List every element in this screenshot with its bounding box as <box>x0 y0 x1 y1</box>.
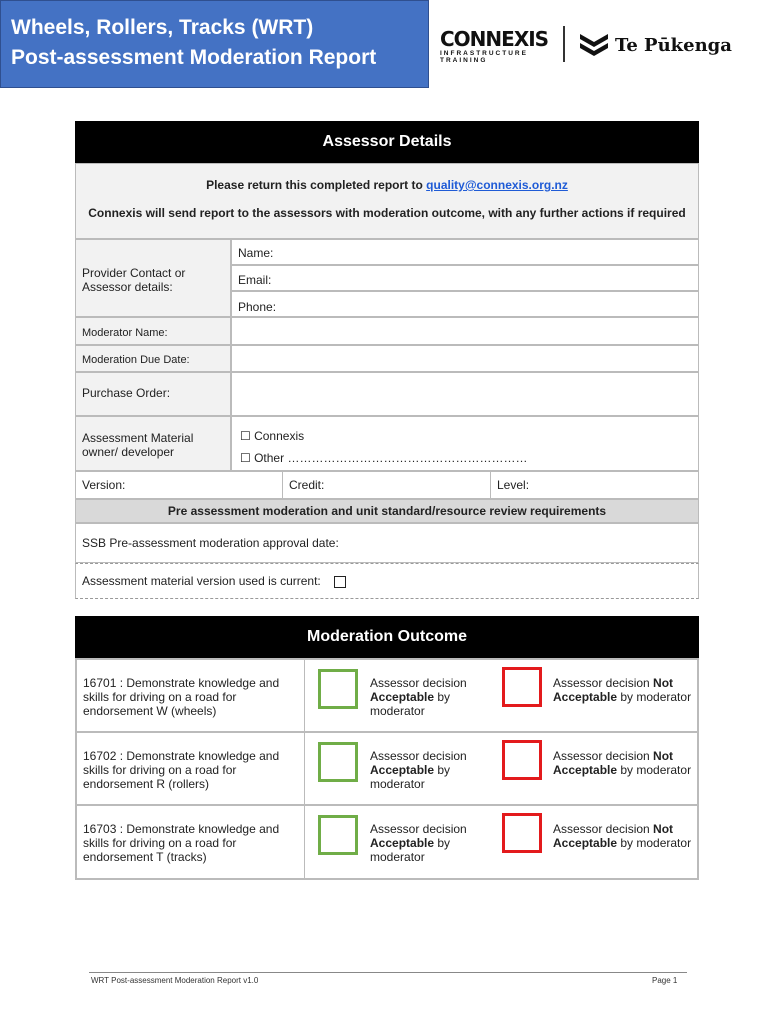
connexis-logo-subtext: INFRASTRUCTURE TRAINING <box>440 50 528 64</box>
acceptable-suffix: by moderator <box>370 836 451 864</box>
acceptable-text <box>370 822 490 864</box>
acceptable-prefix: Assessor decision <box>370 822 467 836</box>
title-line-1: Wheels, Rollers, Tracks (WRT) <box>11 16 314 39</box>
version-label: Version: <box>82 478 126 492</box>
acceptable-text <box>370 749 490 791</box>
purchase-order-field[interactable] <box>231 372 699 416</box>
acceptable-checkbox[interactable] <box>318 742 358 782</box>
level-label: Level: <box>497 478 530 492</box>
material-owner-label: Assessment Material owner/ developer <box>75 416 231 471</box>
acceptable-word: Acceptable <box>370 836 435 850</box>
moderation-notice: Connexis will send report to the assessors with moderation outcome, with any further actions if required <box>88 206 686 220</box>
not-acceptable-word: Acceptable <box>553 836 618 850</box>
tepukenga-logo-text: Te Pūkenga <box>615 34 732 56</box>
not-acceptable-checkbox[interactable] <box>502 667 542 707</box>
moderation-due-date-label: Moderation Due Date: <box>75 345 231 372</box>
not-acceptable-suffix: by moderator <box>617 763 692 777</box>
not-acceptable-text <box>553 676 693 704</box>
return-instruction <box>76 178 698 192</box>
column-divider <box>490 471 491 499</box>
acceptable-checkbox[interactable] <box>318 669 358 709</box>
quality-email-link[interactable]: quality@connexis.org.nz <box>426 178 568 192</box>
provider-label: Provider Contact or Assessor details: <box>75 239 231 317</box>
name-field[interactable] <box>231 239 699 265</box>
material-current-checkbox[interactable] <box>334 576 346 588</box>
not-acceptable-checkbox[interactable] <box>502 813 542 853</box>
not-word: Not <box>653 822 674 836</box>
return-notice-block <box>75 163 699 239</box>
unit-standard-description: 16701 : Demonstrate knowledge and skills for driving on a road for endorsement W (wheels) <box>77 660 305 733</box>
not-word: Not <box>653 676 674 690</box>
not-acceptable-prefix: Assessor decision <box>553 676 654 690</box>
not-acceptable-prefix: Assessor decision <box>553 749 654 763</box>
material-current-row <box>75 563 699 599</box>
not-acceptable-text <box>553 822 693 850</box>
email-label: Email: <box>238 273 272 287</box>
logo-divider <box>563 26 565 62</box>
name-label: Name: <box>238 246 274 260</box>
version-credit-level-row <box>75 471 699 499</box>
acceptable-prefix: Assessor decision <box>370 749 467 763</box>
not-acceptable-checkbox[interactable] <box>502 740 542 780</box>
acceptable-word: Acceptable <box>370 690 435 704</box>
material-owner-options <box>231 416 699 471</box>
footer-rule <box>89 972 687 973</box>
column-divider <box>282 471 283 499</box>
moderator-name-field[interactable] <box>231 317 699 345</box>
purchase-order-label: Purchase Order: <box>75 372 231 416</box>
material-current-label: Assessment material version used is current: <box>82 574 321 588</box>
owner-other-checkbox[interactable]: ☐ Other …………………………………………………… <box>240 451 528 465</box>
connexis-logo-text: CONNEXIS <box>440 27 549 51</box>
tepukenga-logo <box>579 28 739 62</box>
moderation-due-date-field[interactable] <box>231 345 699 372</box>
unit-standard-description: 16703 : Demonstrate knowledge and skills for driving on a road for endorsement T (tracks) <box>77 806 305 879</box>
acceptable-suffix: by moderator <box>370 763 451 791</box>
return-prefix: Please return this completed report to <box>206 178 427 192</box>
document-title <box>0 0 429 88</box>
acceptable-prefix: Assessor decision <box>370 676 467 690</box>
phone-field[interactable] <box>231 291 699 317</box>
moderator-name-label: Moderator Name: <box>75 317 231 345</box>
ssb-approval-date-label: SSB Pre-assessment moderation approval date: <box>82 536 339 550</box>
ssb-approval-date-field[interactable] <box>75 523 699 563</box>
footer-page-number: Page 1 <box>652 976 678 985</box>
connexis-logo <box>440 28 550 64</box>
acceptable-suffix: by moderator <box>370 690 451 718</box>
email-field[interactable] <box>231 265 699 291</box>
moderation-outcome-heading: Moderation Outcome <box>75 616 699 658</box>
acceptable-checkbox[interactable] <box>318 815 358 855</box>
acceptable-text <box>370 676 490 718</box>
pre-assessment-heading: Pre assessment moderation and unit standard/resource review requirements <box>75 499 699 523</box>
assessor-details-heading: Assessor Details <box>75 121 699 163</box>
not-acceptable-word: Acceptable <box>553 690 618 704</box>
not-acceptable-text <box>553 749 693 777</box>
not-acceptable-word: Acceptable <box>553 763 618 777</box>
not-acceptable-suffix: by moderator <box>617 836 692 850</box>
unit-standard-description: 16702 : Demonstrate knowledge and skills for driving on a road for endorsement R (rollers) <box>77 733 305 806</box>
not-word: Not <box>653 749 674 763</box>
title-line-2: Post-assessment Moderation Report <box>11 46 377 69</box>
owner-connexis-checkbox[interactable]: ☐ Connexis <box>240 429 305 443</box>
footer-doc-name: WRT Post-assessment Moderation Report v1.0 <box>91 976 259 985</box>
phone-label: Phone: <box>238 300 277 314</box>
not-acceptable-prefix: Assessor decision <box>553 822 654 836</box>
tepukenga-mark-icon <box>579 32 609 58</box>
credit-label: Credit: <box>289 478 325 492</box>
not-acceptable-suffix: by moderator <box>617 690 692 704</box>
acceptable-word: Acceptable <box>370 763 435 777</box>
